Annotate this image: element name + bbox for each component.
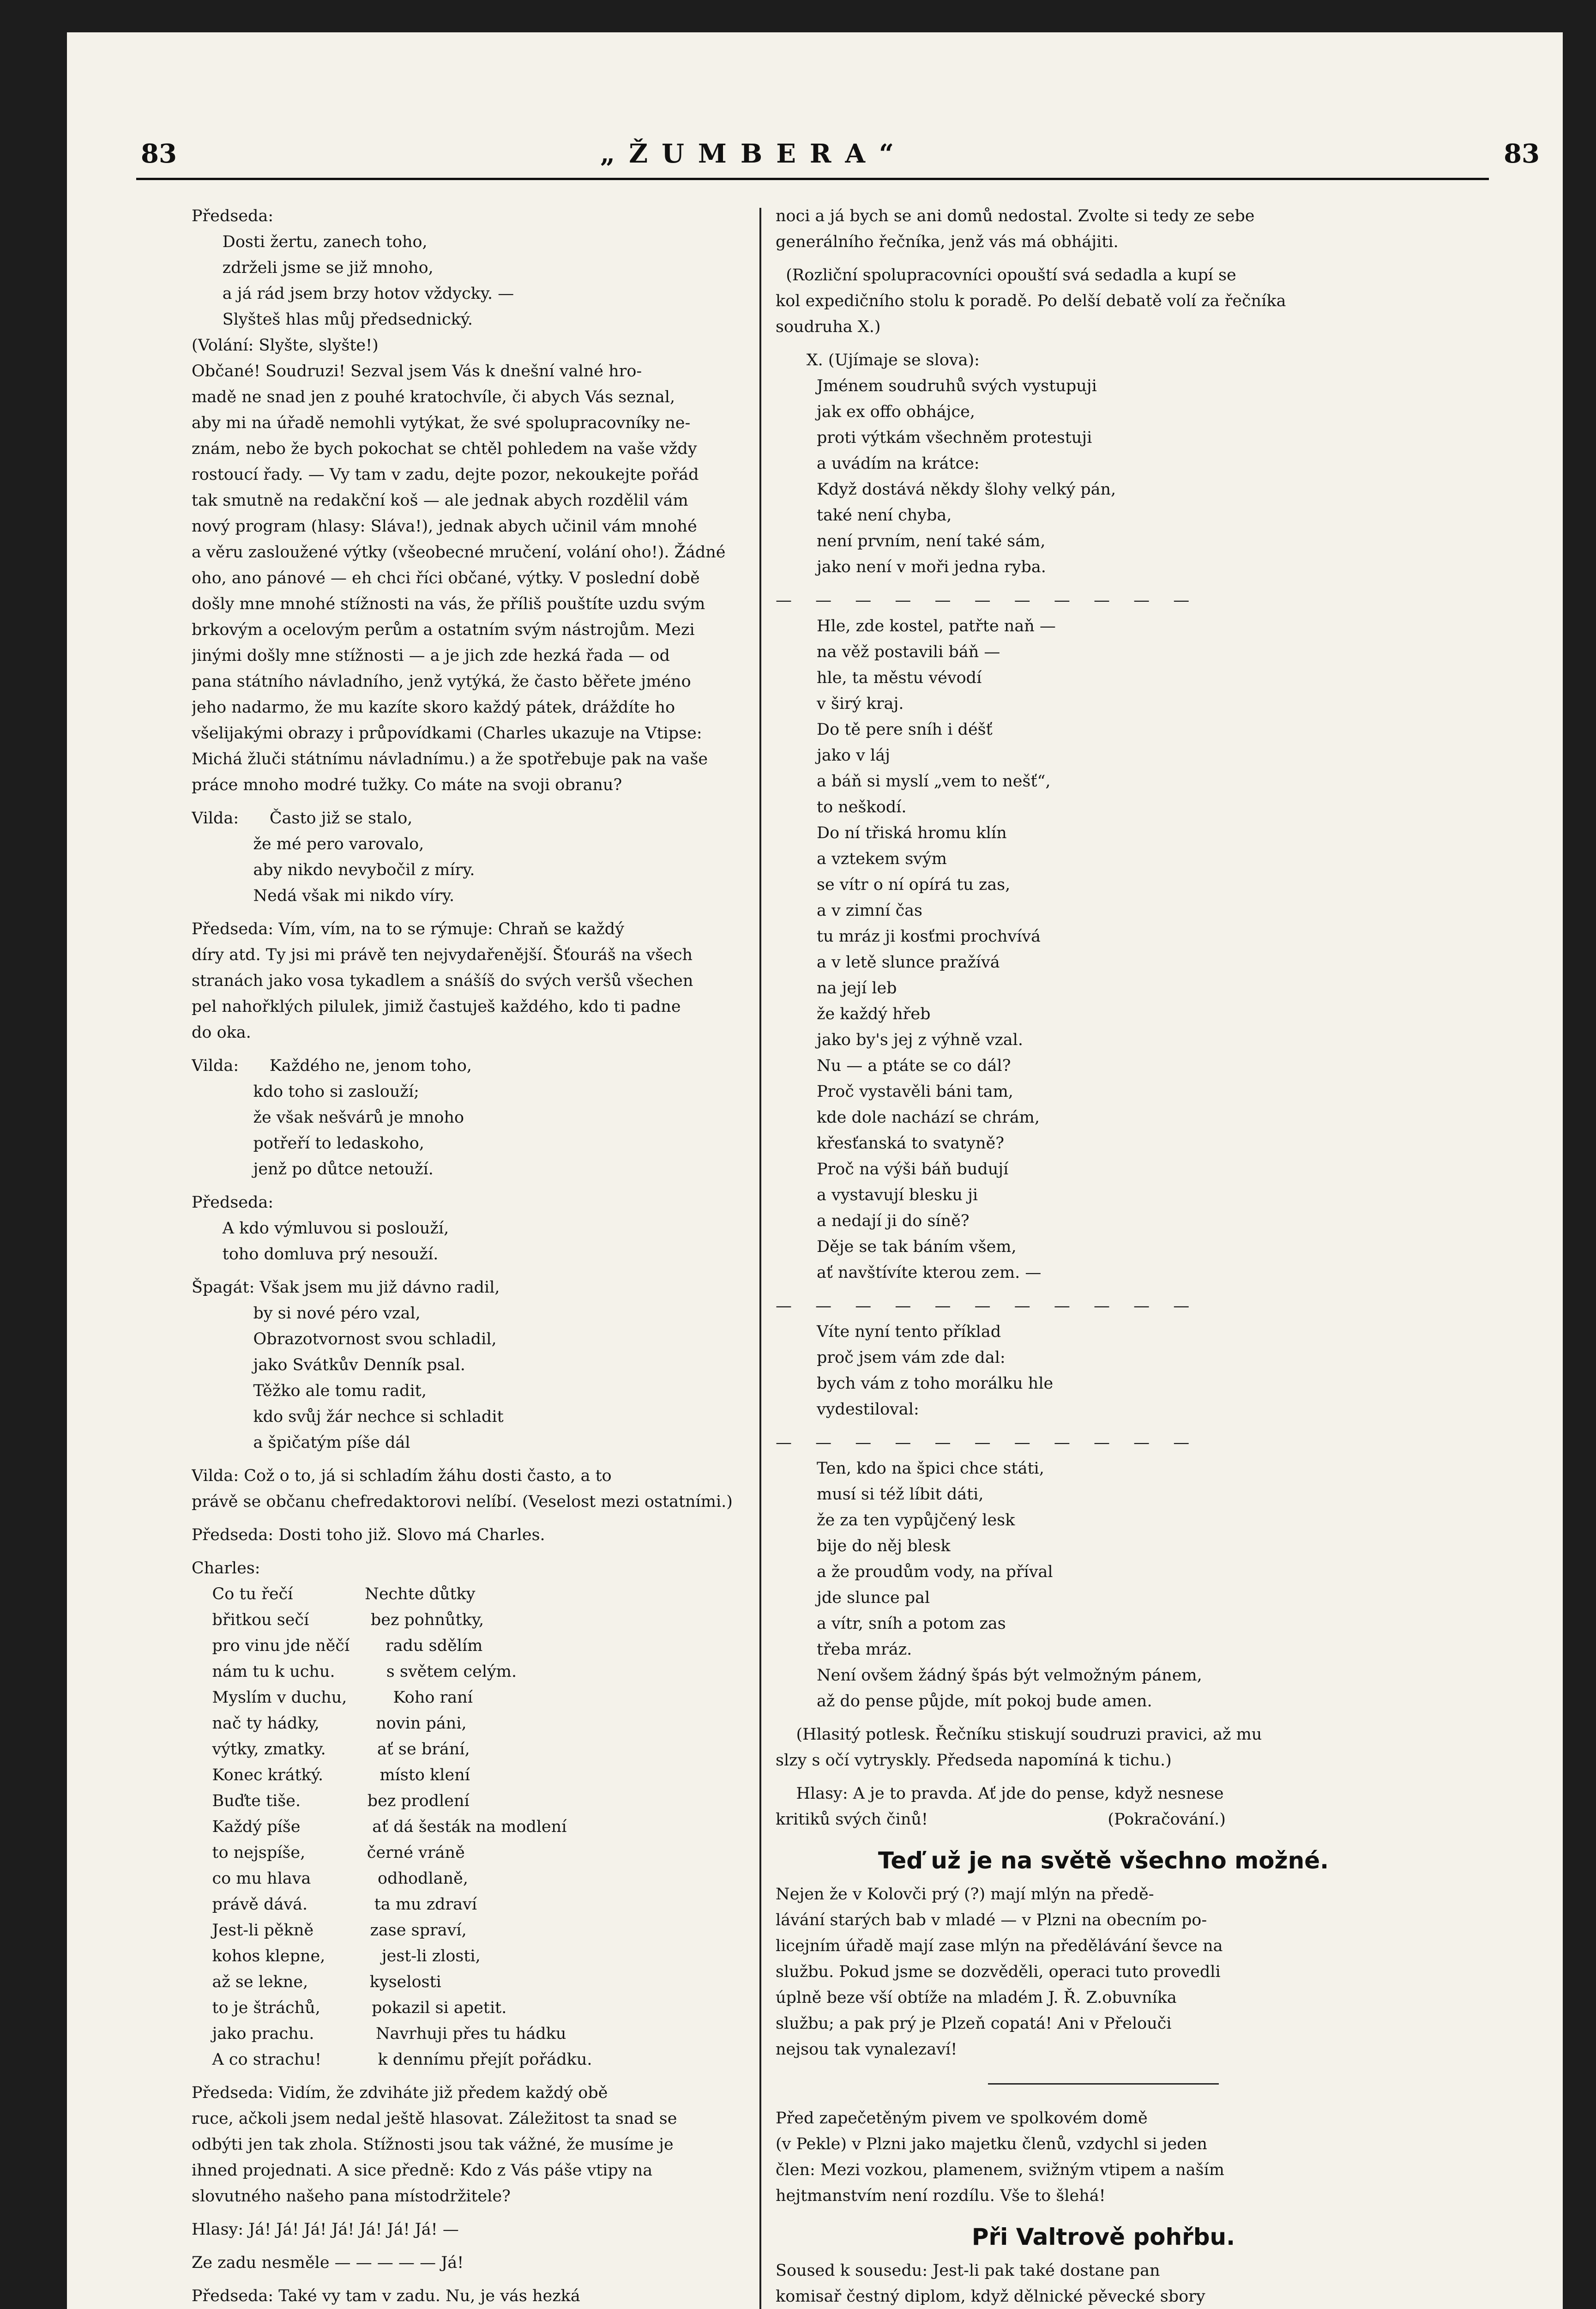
text-line: na věž postavili báň —	[776, 643, 1000, 661]
text-line: břitkou sečí bez pohnůtky,	[192, 1611, 484, 1629]
text-line: také není chyba,	[776, 506, 952, 525]
text-line: došly mne mnohé stížnosti na vás, že příliš pouštíte uzdu svým	[192, 595, 705, 613]
text-line: a vítr, sníh a potom zas	[776, 1614, 1006, 1633]
poem-section	[776, 203, 1431, 1832]
text-line: že však nešvárů je mnoho	[192, 1108, 464, 1127]
news-heading: Teď už je na světě všechno možné.	[878, 1847, 1329, 1874]
text-line: jinými došly mne stížnosti — a je jich zde hezká řada — od	[192, 647, 670, 665]
text-line: a vystavují blesku ji	[776, 1186, 978, 1204]
text-line: jde slunce pal	[776, 1589, 930, 1607]
text-line: Hle, zde kostel, patřte naň —	[776, 617, 1056, 635]
text-line: a nedají ji do síně?	[776, 1212, 970, 1230]
text-paragraph	[776, 613, 1431, 1286]
text-line: službu; a pak prý je Plzeň copatá! Ani v Přelouči	[776, 2014, 1172, 2033]
text-line: slovutného našeho pana místodržitele?	[192, 2187, 511, 2206]
text-line: Děje se tak báním všem,	[776, 1238, 1017, 1256]
text-line: jak ex offo obhájce,	[776, 403, 975, 421]
text-line: (v Pekle) v Plzni jako majetku členů, vzdychl si jeden	[776, 2135, 1207, 2153]
text-line: to nejspíše, černé vráně	[192, 1844, 465, 1862]
text-line: nový program (hlasy: Sláva!), jednak abych učinil vám mnohé	[192, 517, 697, 536]
text-line: proti výtkám všechněm protestuji	[776, 429, 1092, 447]
text-paragraph	[776, 2105, 1431, 2209]
text-paragraph	[192, 2080, 806, 2209]
text-line: hejtmanstvím není rozdílu. Vše to šlehá!	[776, 2187, 1106, 2205]
text-line: rostoucí řady. — Vy tam v zadu, dejte pozor, nekoukejte pořád	[192, 465, 699, 484]
text-line: madě ne snad jen z pouhé kratochvíle, či abych Vás seznal,	[192, 388, 675, 406]
text-line: a věru zasloužené výtky (všeobecné mručení, volání oho!). Žádné	[192, 543, 726, 562]
text-line: kohos klepne, jest-li zlosti,	[192, 1947, 481, 1965]
text-line: by si nové péro vzal,	[192, 1304, 421, 1323]
text-line: Předseda: Vidím, že zdviháte již předem každý obě	[192, 2084, 608, 2102]
text-line: Hlasy: Já! Já! Já! Já! Já! Já! Já! —	[192, 2220, 459, 2239]
text-line: až se lekne, kyselosti	[192, 1973, 441, 1991]
text-line: a já rád jsem brzy hotov vždycky. —	[192, 284, 514, 303]
text-line: a báň si myslí „vem to nešť“,	[776, 772, 1051, 791]
separator-dashes: — — — — — — — — — — —	[776, 591, 1199, 610]
text-line: Víte nyní tento příklad	[776, 1323, 1001, 1341]
text-line: (Volání: Slyšte, slyšte!)	[192, 336, 379, 355]
text-line: kol expedičního stolu k poradě. Po delší debatě volí za řečníka	[776, 292, 1286, 310]
text-line: A kdo výmluvou si poslouží,	[192, 1219, 449, 1238]
text-paragraph	[776, 347, 1431, 580]
text-line: a vztekem svým	[776, 850, 947, 868]
masthead-title: „ŽUMBERA“	[600, 139, 908, 169]
text-line: a v letě slunce pražívá	[776, 953, 1000, 972]
text-line: třeba mráz.	[776, 1640, 912, 1659]
text-line: Buďte tiše. bez prodlení	[192, 1792, 470, 1810]
text-line: (Rozliční spolupracovníci opouští svá sedadla a kupí se	[776, 266, 1236, 284]
text-line: se vítr o ní opírá tu zas,	[776, 876, 1011, 894]
text-line: jako v láj	[776, 746, 890, 765]
text-line: Do tě pere sníh i déšť	[776, 720, 993, 739]
text-line: bije do něj blesk	[776, 1537, 951, 1555]
text-line: jako prachu. Navrhuji přes tu hádku	[192, 2025, 566, 2043]
text-paragraph	[192, 916, 806, 1046]
text-line: Předseda: Dosti toho již. Slovo má Charles.	[192, 1526, 545, 1544]
text-line: Před zapečetěným pivem ve spolkovém domě	[776, 2109, 1148, 2128]
text-line: díry atd. Ty jsi mi právě ten nejvydařenější. Šťouráš na všech	[192, 946, 693, 964]
text-paragraph	[192, 2217, 806, 2243]
text-line: tu mráz ji kosťmi prochvívá	[776, 927, 1041, 946]
text-line: jako není v moři jedna ryba.	[776, 558, 1046, 576]
text-line: Předseda: Vím, vím, na to se rýmuje: Chraň se každý	[192, 920, 624, 938]
text-paragraph	[192, 1275, 806, 1456]
text-line: právě dává. ta mu zdraví	[192, 1895, 477, 1914]
text-line: v širý kraj.	[776, 695, 904, 713]
text-line: Občané! Soudruzi! Sezval jsem Vás k dnešní valné hro-	[192, 362, 642, 381]
text-line: právě se občanu chefredaktorovi nelíbí. (Veselost mezi ostatními.)	[192, 1493, 733, 1511]
text-line: službu. Pokud jsme se dozvěděli, operaci tuto provedli	[776, 1963, 1221, 1981]
text-line: Ten, kdo na špici chce státi,	[776, 1459, 1044, 1478]
text-line: (Hlasitý potlesk. Řečníku stiskují soudruzi pravici, až mu	[776, 1725, 1262, 1744]
text-line: Dosti žertu, zanech toho,	[192, 233, 428, 251]
text-line: ihned projednati. A sice předně: Kdo z Vás páše vtipy na	[192, 2161, 653, 2180]
text-paragraph	[192, 203, 806, 798]
text-line: Jménem soudruhů svých vystupuji	[776, 377, 1097, 395]
text-line: výtky, zmatky. ať se brání,	[192, 1740, 470, 1759]
text-line: Do ní třiská hromu klín	[776, 824, 1007, 842]
text-line: komisař čestný diplom, když dělnické pěvecké sbory	[776, 2287, 1205, 2306]
text-paragraph	[192, 2283, 806, 2309]
text-paragraph	[776, 1881, 1431, 2062]
right-column	[776, 203, 1431, 2309]
funeral-heading: Při Valtrově pohřbu.	[971, 2224, 1235, 2250]
text-line: to neškodí.	[776, 798, 907, 816]
text-line: až do pense půjde, mít pokoj bude amen.	[776, 1692, 1152, 1711]
text-line: kdo svůj žár nechce si schladit	[192, 1408, 504, 1426]
text-line: pana státního návladního, jenž vytýká, že často běřete jméno	[192, 672, 691, 691]
text-line: hle, ta městu vévodí	[776, 669, 982, 687]
text-line: odbýti jen tak zhola. Stížnosti jsou tak vážné, že musíme je	[192, 2135, 674, 2154]
text-line: není prvním, není také sám,	[776, 532, 1046, 550]
text-line: křesťanská to svatyně?	[776, 1134, 1004, 1153]
text-line: stranách jako vosa tykadlem a snášíš do svých veršů všechen	[192, 972, 693, 990]
text-line: a že proudům vody, na příval	[776, 1563, 1053, 1581]
text-line: kritiků svých činů! (Pokračování.)	[776, 1810, 1226, 1829]
text-line: oho, ano pánové — eh chci říci občané, výtky. V poslední době	[192, 569, 700, 587]
text-line: potřeří to ledaskoho,	[192, 1134, 424, 1153]
text-line: Vilda: Každého ne, jenom toho,	[192, 1057, 472, 1075]
text-paragraph	[776, 1319, 1431, 1422]
left-column	[192, 203, 806, 2309]
text-line: kdo toho si zaslouží;	[192, 1082, 419, 1101]
text-line: noci a já bych se ani domů nedostal. Zvolte si tedy ze sebe	[776, 207, 1255, 225]
text-line: Těžko ale tomu radit,	[192, 1382, 427, 1400]
text-line: Vilda: Často již se stalo,	[192, 809, 413, 828]
text-line: všelijakými obrazy i průpovídkami (Charles ukazuje na Vtipse:	[192, 724, 702, 743]
text-line: že každý hřeb	[776, 1005, 931, 1023]
text-line: kde dole nachází se chrám,	[776, 1108, 1040, 1127]
text-line: Není ovšem žádný špás být velmožným pánem,	[776, 1666, 1202, 1685]
text-line: jako by's jej z výhně vzal.	[776, 1031, 1023, 1049]
newspaper-page	[67, 32, 1563, 2309]
text-line: Obrazotvornost svou schladil,	[192, 1330, 497, 1348]
text-line: Slyšteš hlas můj předsednický.	[192, 310, 473, 329]
text-line: znám, nebo že bych pokochat se chtěl pohledem na vaše vždy	[192, 440, 697, 458]
text-line: práce mnoho modré tužky. Co máte na svoji obranu?	[192, 776, 622, 794]
text-line: vydestiloval:	[776, 1400, 919, 1419]
text-line: licejním úřadě mají zase mlýn na předělávání ševce na	[776, 1937, 1223, 1955]
text-line: Michá žluči státnímu návladnímu.) a že spotřebuje pak na vaše	[192, 750, 708, 768]
text-line: Myslím v duchu, Koho raní	[192, 1688, 473, 1707]
text-line: Každý píše ať dá šesták na modlení	[192, 1818, 567, 1836]
text-paragraph	[776, 203, 1431, 255]
text-line: to je štráchů, pokazil si apetit.	[192, 1999, 507, 2017]
text-line: jenž po důtce netouží.	[192, 1160, 434, 1179]
text-line: ruce, ačkoli jsem nedal ještě hlasovat. Záležitost ta snad se	[192, 2110, 677, 2128]
text-paragraph	[776, 2258, 1431, 2309]
text-paragraph	[192, 1555, 806, 2073]
text-line: Hlasy: A je to pravda. Ať jde do pense, když nesnese	[776, 1784, 1224, 1803]
text-line: a v zimní čas	[776, 901, 923, 920]
text-line: Proč na výši báň budují	[776, 1160, 1009, 1179]
section-rule	[988, 2083, 1219, 2085]
separator-dashes: — — — — — — — — — — —	[776, 1433, 1199, 1452]
text-line: generálního řečníka, jenž vás má obhájiti.	[776, 233, 1119, 251]
text-line: a špičatým píše dál	[192, 1433, 410, 1452]
text-line: úplně beze vší obtíže na mladém J. Ř. Z.obuvníka	[776, 1989, 1177, 2007]
text-line: Konec krátký. místo klení	[192, 1766, 470, 1784]
text-line: že za ten vypůjčený lesk	[776, 1511, 1015, 1529]
text-line: Jest-li pěkně zase spraví,	[192, 1921, 467, 1940]
text-line: na její leb	[776, 979, 897, 997]
text-paragraph	[776, 1781, 1431, 1832]
text-line: toho domluva prý nesouží.	[192, 1245, 439, 1263]
text-paragraph	[192, 1463, 806, 1515]
text-line: slzy s očí vytryskly. Předseda napomíná k tichu.)	[776, 1751, 1172, 1770]
text-line: do oka.	[192, 1023, 251, 1042]
text-line: Nu — a ptáte se co dál?	[776, 1057, 1011, 1075]
text-line: Vilda: Což o to, já si schladím žáhu dosti často, a to	[192, 1467, 612, 1485]
text-paragraph	[776, 1456, 1431, 1714]
text-line: bych vám z toho morálku hle	[776, 1374, 1054, 1393]
text-line: že mé pero varovalo,	[192, 835, 424, 853]
text-line: Proč vystavěli báni tam,	[776, 1082, 1013, 1101]
text-line: pro vinu jde něčí radu sdělím	[192, 1637, 483, 1655]
text-paragraph	[192, 1190, 806, 1267]
text-line: Ze zadu nesměle — — — — — Já!	[192, 2254, 464, 2272]
text-line: tak smutně na redakční koš — ale jednak abych rozdělil vám	[192, 491, 688, 510]
text-line: nejsou tak vynalezaví!	[776, 2040, 958, 2059]
text-line: X. (Ujímaje se slova):	[776, 351, 980, 369]
text-paragraph	[192, 2250, 806, 2276]
text-line: Charles:	[192, 1559, 260, 1578]
text-line: pel nahořklých pilulek, jimiž častuješ každého, kdo ti padne	[192, 997, 681, 1016]
text-line: Když dostává někdy šlohy velký pán,	[776, 480, 1116, 499]
text-paragraph	[776, 1722, 1431, 1773]
text-line: a uvádím na krátce:	[776, 454, 980, 473]
text-line: Soused k sousedu: Jest-li pak také dostane pan	[776, 2261, 1160, 2280]
text-line: soudruha X.)	[776, 318, 881, 336]
header-rule	[136, 178, 1489, 180]
text-line: Nedá však mi nikdo víry.	[192, 887, 455, 905]
text-line: Co tu řečí Nechte důtky	[192, 1585, 476, 1603]
text-line: nač ty hádky, novin páni,	[192, 1714, 467, 1733]
text-line: Předseda:	[192, 207, 274, 225]
text-line: zdrželi jsme se již mnoho,	[192, 259, 434, 277]
text-line: jako Svátkův Denník psal.	[192, 1356, 465, 1374]
text-line: Předseda: Také vy tam v zadu. Nu, je vás hezká	[192, 2287, 580, 2305]
text-line: brkovým a ocelovým perům a ostatním svým nástrojům. Mezi	[192, 621, 695, 639]
text-line: proč jsem vám zde dal:	[776, 1348, 1006, 1367]
page-number-left: 83	[141, 139, 177, 169]
text-line: Předseda:	[192, 1193, 274, 1212]
text-line: co mu hlava odhodlaně,	[192, 1869, 468, 1888]
text-line: Nejen že v Kolovči prý (?) mají mlýn na předě-	[776, 1885, 1154, 1904]
text-line: musí si též líbit dáti,	[776, 1485, 984, 1504]
text-line: Špagát: Však jsem mu již dávno radil,	[192, 1278, 500, 1297]
text-line: jeho nadarmo, že mu kazíte skoro každý pátek, dráždíte ho	[192, 698, 675, 717]
text-line: aby mi na úřadě nemohli vytýkat, že své spolupracovníky ne-	[192, 414, 691, 432]
text-paragraph	[192, 1522, 806, 1548]
page-number-right: 83	[1504, 139, 1540, 169]
text-line: lávání starých bab v mladé — v Plzni na obecním po-	[776, 1911, 1207, 1929]
separator-dashes: — — — — — — — — — — —	[776, 1297, 1199, 1315]
text-line: člen: Mezi vozkou, plamenem, svižným vtipem a naším	[776, 2161, 1224, 2179]
text-paragraph	[776, 262, 1431, 340]
text-line: A co strachu! k dennímu přejít pořádku.	[192, 2050, 592, 2069]
text-paragraph	[192, 1053, 806, 1182]
text-line: aby nikdo nevybočil z míry.	[192, 861, 475, 879]
text-line: ať navštívíte kterou zem. —	[776, 1263, 1042, 1282]
text-line: nám tu k uchu. s světem celým.	[192, 1662, 517, 1681]
text-paragraph	[192, 805, 806, 909]
